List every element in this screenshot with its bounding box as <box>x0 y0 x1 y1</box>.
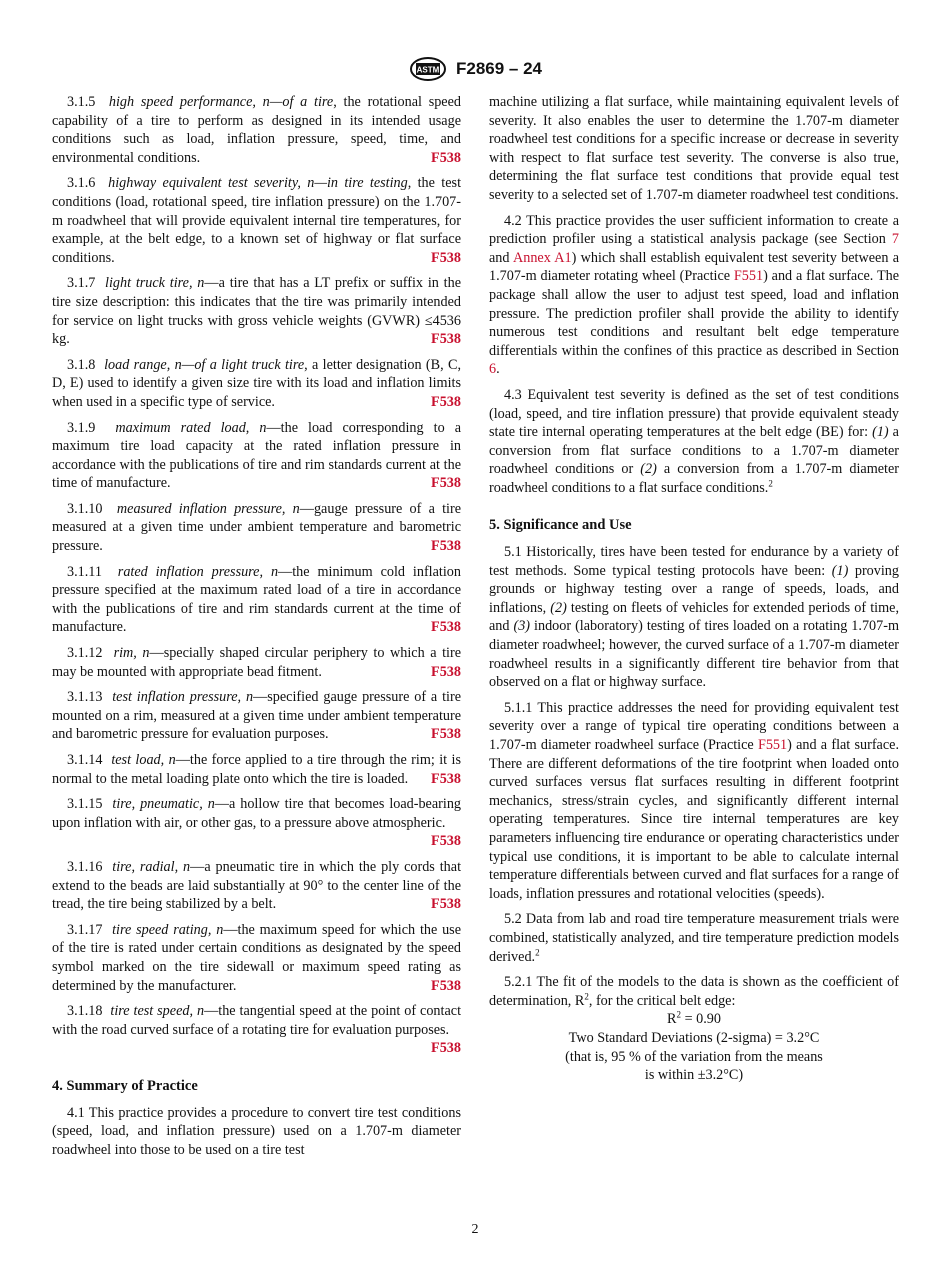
paragraph-4-1-continued: machine utilizing a flat surface, while maintaining equivalent levels of severity. It also enables the user to determine the 1.707-m diameter roadwheel test conditions for a specific increase or decrease in severity with respect to flat surface test severity. The converse is also true, determining the flat surface test conditions that provide equal test severity to a selected set of 1.707-m diameter roadwheel test conditions. <box>489 94 899 203</box>
definition-3-1-5: 3.1.5 high speed performance, n—of a tire, the rotational speed capability of a tire to perform as designed in its intended usage conditions such as load, inflation pressure, speed, time, and environmental conditions. F538 <box>52 94 461 166</box>
definition-3-1-15: 3.1.15 tire, pneumatic, n—a hollow tire that becomes load-bearing upon inflation with air, or other gas, to a pressure above atmospheric. F538 <box>52 796 462 850</box>
f538-link[interactable]: F538 <box>431 726 461 743</box>
definition-3-1-7: 3.1.7 light truck tire, n—a tire that has a LT prefix or suffix in the tire size description: this indicates that the tire was primarily intended for service on light trucks with gross vehicle weights (GVWR) ≤4536 kg. F538 <box>52 275 462 348</box>
paragraph-5-1: 5.1 Historically, tires have been tested for endurance by a variety of test methods. Some typical testing protocols have been: (1) proving grounds or highway testing over a range of speeds, loads, and inflations, (2) testing on fleets of vehicles for extended periods of time, and (3) indoor (laboratory) testing of tires loaded on a rotating 1.707-m diameter roadwheel; however, the curved surface of a 1.707-m diameter roadwheel results in a significantly different tire behavior from that observed on a flat or highway surface. <box>489 544 899 691</box>
paragraph-5-1-1: 5.1.1 This practice addresses the need for providing equivalent test severity over a range of typical tire operating conditions between a 1.707-m diameter roadwheel surface (Practice F551) and a flat surface. There are different deformations of the tire footprint when loaded onto curved surfaces versus flat surfaces resulting in different footprint mechanics, stress/strain cycles, and significantly different internal operating temperatures. Since tire internal temperatures are key parameters influencing tire endurance or operating characteristics under typical use conditions, it is important to be able to calculate internal temperature differentials between curved and flat surfaces for a range of loads, inflation pressures and rotational velocities (speeds). <box>489 699 899 902</box>
equation-note-line-2: is within ±3.2°C) <box>644 1067 744 1084</box>
right-column <box>489 93 899 1085</box>
designation: F2869 – 24 <box>455 59 542 78</box>
f538-link[interactable]: F538 <box>431 977 461 994</box>
paragraph-4-3: 4.3 Equivalent test severity is defined as the set of test conditions (load, speed, and tire inflation pressure) that provide equivalent steady state tire internal operating temperatures at the belt edge (BE) for: (1) a conversion from flat surface conditions to a 1.707-m diameter roadwheel conditions or (2) a conversion from a 1.707-m diameter roadwheel conditions to a flat surface conditions.$^2$ <box>489 386 899 496</box>
section-6-link[interactable]: 6 <box>489 361 497 378</box>
definition-3-1-14: 3.1.14 test load, n—the force applied to a tire through the rim; it is normal to the metal loading plate onto which the tire is loaded. F538 <box>52 752 461 787</box>
footnote-ref[interactable]: 2 <box>768 478 773 489</box>
page-header <box>0 56 950 82</box>
definition-3-1-18: 3.1.18 tire test speed, n—the tangential speed at the point of contact with the road curved surface of a rotating tire for evaluation purposes. F538 <box>52 1003 462 1057</box>
equation-note-line-1: (that is, 95 % of the variation from the means <box>565 1048 823 1065</box>
definition-3-1-17: 3.1.17 tire speed rating, n—the maximum speed for which the use of the tire is rated under certain conditions as designated by the speed symbol marked on the tire sidewall or maximum speed rating as determined by the manufacturer. F538 <box>52 921 461 994</box>
f538-link[interactable]: F538 <box>431 663 461 680</box>
footnote-ref[interactable]: 2 <box>535 946 540 957</box>
left-column <box>52 93 461 1166</box>
section-4-heading: 4. Summary of Practice <box>52 1077 198 1094</box>
f538-link[interactable]: F538 <box>431 475 461 492</box>
f551-link[interactable]: F551 <box>757 737 788 753</box>
equation-r-squared: $R^2 = 0.90$ <box>667 1009 721 1028</box>
paragraph-4-1: 4.1 This practice provides a procedure to convert tire test conditions (speed, load, and inflation pressure) used on a 1.707-m diameter roadwheel into those to be used on a tire test <box>52 1104 461 1158</box>
section-5-heading: 5. Significance and Use <box>489 517 632 534</box>
paragraph-5-2: 5.2 Data from lab and road tire temperature measurement trials were combined, statistically analyzed, and tire temperature prediction models derived.$^2$ <box>489 911 899 965</box>
page-number: 2 <box>471 1222 479 1237</box>
definition-3-1-8: 3.1.8 load range, n—of a light truck tire, a letter designation (B, C, D, E) used to identify a given size tire with its load and inflation limits when used in a specific type of service. F538 <box>52 356 461 410</box>
paragraph-4-2: 4.2 This practice provides the user sufficient information to create a prediction profiler using a statistical analysis package (see Section 7 and Annex A1) which shall establish equivalent test severity between a 1.707-m diameter rotating wheel (Practice F551) and a flat surface. The package shall allow the user to adjust test speed, load and inflation pressure. The prediction profiler shall provide the ability to identify numerous test conditions and resultant belt edge temperature differentials within the confines of this practice as described in Section 6. <box>489 212 900 378</box>
f538-link[interactable]: F538 <box>431 538 461 555</box>
annex-a1-link[interactable]: Annex A1 <box>512 249 572 266</box>
definition-3-1-13: 3.1.13 test inflation pressure, n—specified gauge pressure of a tire mounted on a rim, measured at a given time under ambient temperature and barometric pressure for evaluation purposes. F538 <box>52 689 461 743</box>
f538-link[interactable]: F538 <box>431 393 461 410</box>
definition-3-1-16: 3.1.16 tire, radial, n—a pneumatic tire in which the ply cords that extend to the beads are laid substantially at 90° to the center line of the tread, the tire being stabilized by a belt. F538 <box>52 858 462 913</box>
f538-link[interactable]: F538 <box>431 149 461 166</box>
definition-3-1-12: 3.1.12 rim, n—specially shaped circular periphery to which a tire may be mounted with appropriate bead fitment. F538 <box>52 645 461 680</box>
definition-3-1-10: 3.1.10 measured inflation pressure, n—gauge pressure of a tire measured at a given time under ambient temperature and barometric pressure. F538 <box>52 500 462 555</box>
definition-3-1-9: 3.1.9 maximum rated load, n—the load corresponding to a maximum tire load capacity at the rated inflation pressure in accordance with the publications of tire and rim standards current at the time of manufacture. F538 <box>52 419 461 492</box>
equation-two-sigma: Two Standard Deviations (2-sigma) = 3.2°C <box>568 1029 820 1046</box>
f538-link[interactable]: F538 <box>431 249 461 266</box>
f538-link[interactable]: F538 <box>431 331 461 348</box>
section-7-link[interactable]: 7 <box>891 231 899 248</box>
f538-link[interactable]: F538 <box>431 1040 461 1057</box>
f538-link[interactable]: F538 <box>431 619 461 636</box>
definition-3-1-6: 3.1.6 highway equivalent test severity, n—in tire testing, the test conditions (load, rotational speed, tire inflation pressure) on the 1.707-m roadwheel that will provide equivalent internal tire temperatures, for example, at the belt edge, to a known set of highway or flat surface conditions. F538 <box>52 175 462 266</box>
f538-link[interactable]: F538 <box>431 770 461 787</box>
paragraph-5-2-1: 5.2.1 The fit of the models to the data is shown as the coefficient of determination, $R^2$, for the critical belt edge: <box>489 974 899 1009</box>
svg-text:ASTM: ASTM <box>416 65 440 75</box>
f538-link[interactable]: F538 <box>431 896 461 913</box>
f538-link[interactable]: F538 <box>431 833 461 850</box>
astm-logo-icon <box>408 56 448 82</box>
definition-3-1-11: 3.1.11 rated inflation pressure, n—the minimum cold inflation pressure specified at the maximum rated load of a tire in accordance with the publications of tire and rim standards current at the time of manufacture. F538 <box>52 563 461 636</box>
f551-link[interactable]: F551 <box>733 268 764 285</box>
